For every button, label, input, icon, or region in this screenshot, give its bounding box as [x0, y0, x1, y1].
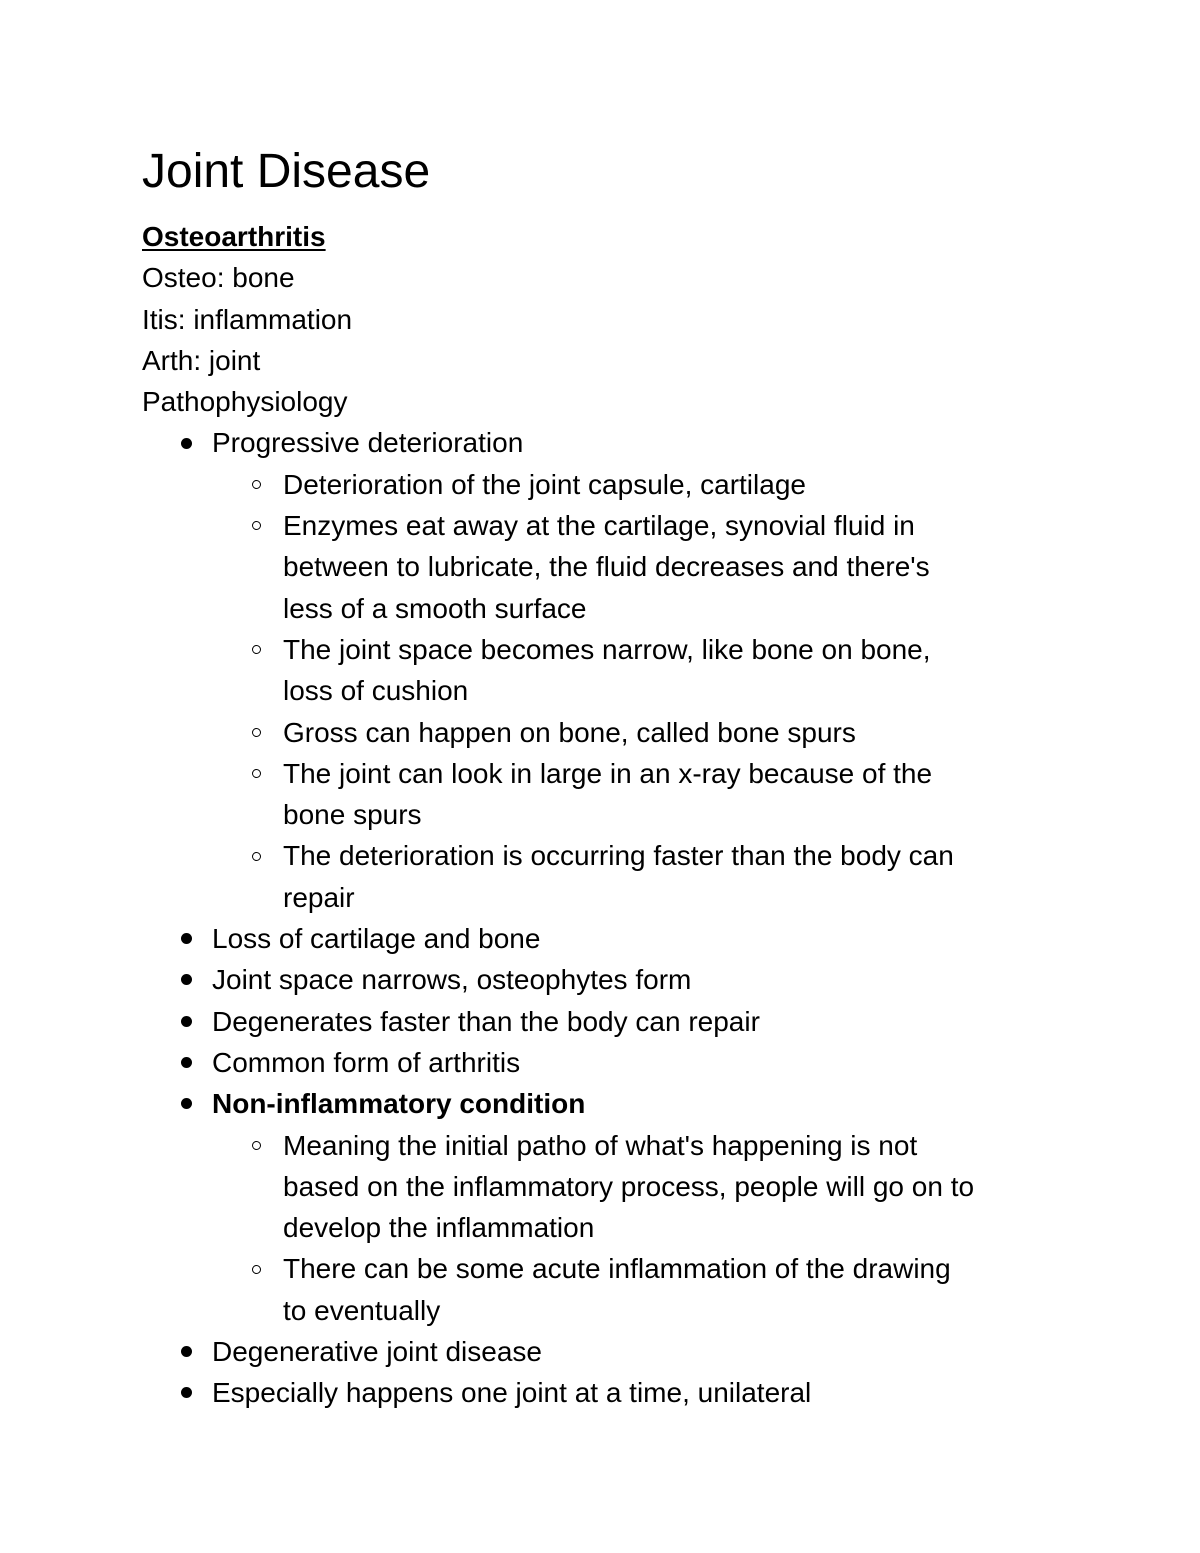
document-page: [142, 140, 1082, 1414]
list-item: [142, 1331, 1082, 1372]
sub-list-item: [142, 835, 1082, 918]
list-item-text: Joint space narrows, osteophytes form: [212, 964, 692, 996]
bullet-disc-icon: [178, 1083, 194, 1124]
sub-list-item-text-line-1: The deterioration is occurring faster than the body can: [283, 840, 954, 872]
bullet-disc-icon: [178, 1042, 194, 1083]
definition-line: Itis: inflammation: [142, 303, 353, 335]
sub-list-item-text-line-2: to eventually: [283, 1294, 441, 1326]
sub-list-item-text-line-2: between to lubricate, the fluid decreases and there's: [283, 551, 930, 583]
sub-list-item-text-line-3: develop the inflammation: [283, 1212, 595, 1244]
bullet-circle-icon: [248, 835, 264, 876]
list-item: [142, 1372, 1082, 1413]
sub-list-item-text-line-2: repair: [283, 881, 355, 913]
list-item-text: Especially happens one joint at a time, unilateral: [212, 1377, 812, 1409]
list-item-text: Degenerates faster than the body can repair: [212, 1005, 760, 1037]
list-item-text: Degenerative joint disease: [212, 1336, 542, 1368]
bullet-circle-icon: [248, 505, 264, 546]
definition-line: Osteo: bone: [142, 262, 295, 294]
sub-list-item-text-line-3: less of a smooth surface: [283, 592, 587, 624]
list-item-text: Non-inflammatory condition: [212, 1088, 586, 1120]
bullet-circle-icon: [248, 1125, 264, 1166]
bullet-circle-icon: [248, 464, 264, 505]
list-item-text: Progressive deterioration: [212, 427, 524, 459]
sub-list-item-text-line-1: The joint space becomes narrow, like bone on bone,: [283, 633, 931, 665]
bullet-circle-icon: [248, 1248, 264, 1289]
sub-list-item: [142, 629, 1082, 712]
list-item: [142, 1083, 1082, 1124]
sub-list-item: [142, 712, 1082, 753]
definition-line: Arth: joint: [142, 344, 261, 376]
list-item: [142, 918, 1082, 959]
list-item: [142, 1042, 1082, 1083]
bullet-list: [142, 422, 1082, 1413]
sub-list-item-text-line-1: The joint can look in large in an x-ray because of the: [283, 757, 933, 789]
sub-list-item-text-line-1: There can be some acute inflammation of the drawing: [283, 1253, 951, 1285]
bullet-disc-icon: [178, 1372, 194, 1413]
subheading: Pathophysiology: [142, 386, 348, 418]
sub-list-item-text-line-1: Enzymes eat away at the cartilage, synovial fluid in: [283, 510, 915, 542]
sub-list-item-text-line-1: Meaning the initial patho of what's happening is not: [283, 1129, 918, 1161]
list-item-text: Common form of arthritis: [212, 1046, 521, 1078]
sub-list-item-text-line-2: bone spurs: [283, 799, 422, 831]
bullet-circle-icon: [248, 753, 264, 794]
sub-list-item: [142, 753, 1082, 836]
sub-list-item-text-line-2: based on the inflammatory process, people will go on to: [283, 1170, 975, 1202]
list-item: [142, 959, 1082, 1000]
sub-list-item: [142, 505, 1082, 629]
sub-list-item: [142, 464, 1082, 505]
bullet-disc-icon: [178, 1331, 194, 1372]
bullet-circle-icon: [248, 712, 264, 753]
bullet-disc-icon: [178, 918, 194, 959]
sub-list-item-text-line-2: loss of cushion: [283, 675, 469, 707]
section-heading: Osteoarthritis: [142, 221, 326, 252]
bullet-disc-icon: [178, 959, 194, 1000]
bullet-disc-icon: [178, 422, 194, 463]
bullet-circle-icon: [248, 629, 264, 670]
list-item: [142, 1001, 1082, 1042]
list-item: [142, 422, 1082, 463]
sub-list-item-text: Deterioration of the joint capsule, cartilage: [283, 468, 806, 500]
list-item-text: Loss of cartilage and bone: [212, 923, 541, 955]
sub-list-item: [142, 1248, 1082, 1331]
sub-list-item-text: Gross can happen on bone, called bone spurs: [283, 716, 856, 748]
sub-list-item: [142, 1125, 1082, 1249]
document-title: Joint Disease: [142, 145, 431, 198]
bullet-disc-icon: [178, 1001, 194, 1042]
